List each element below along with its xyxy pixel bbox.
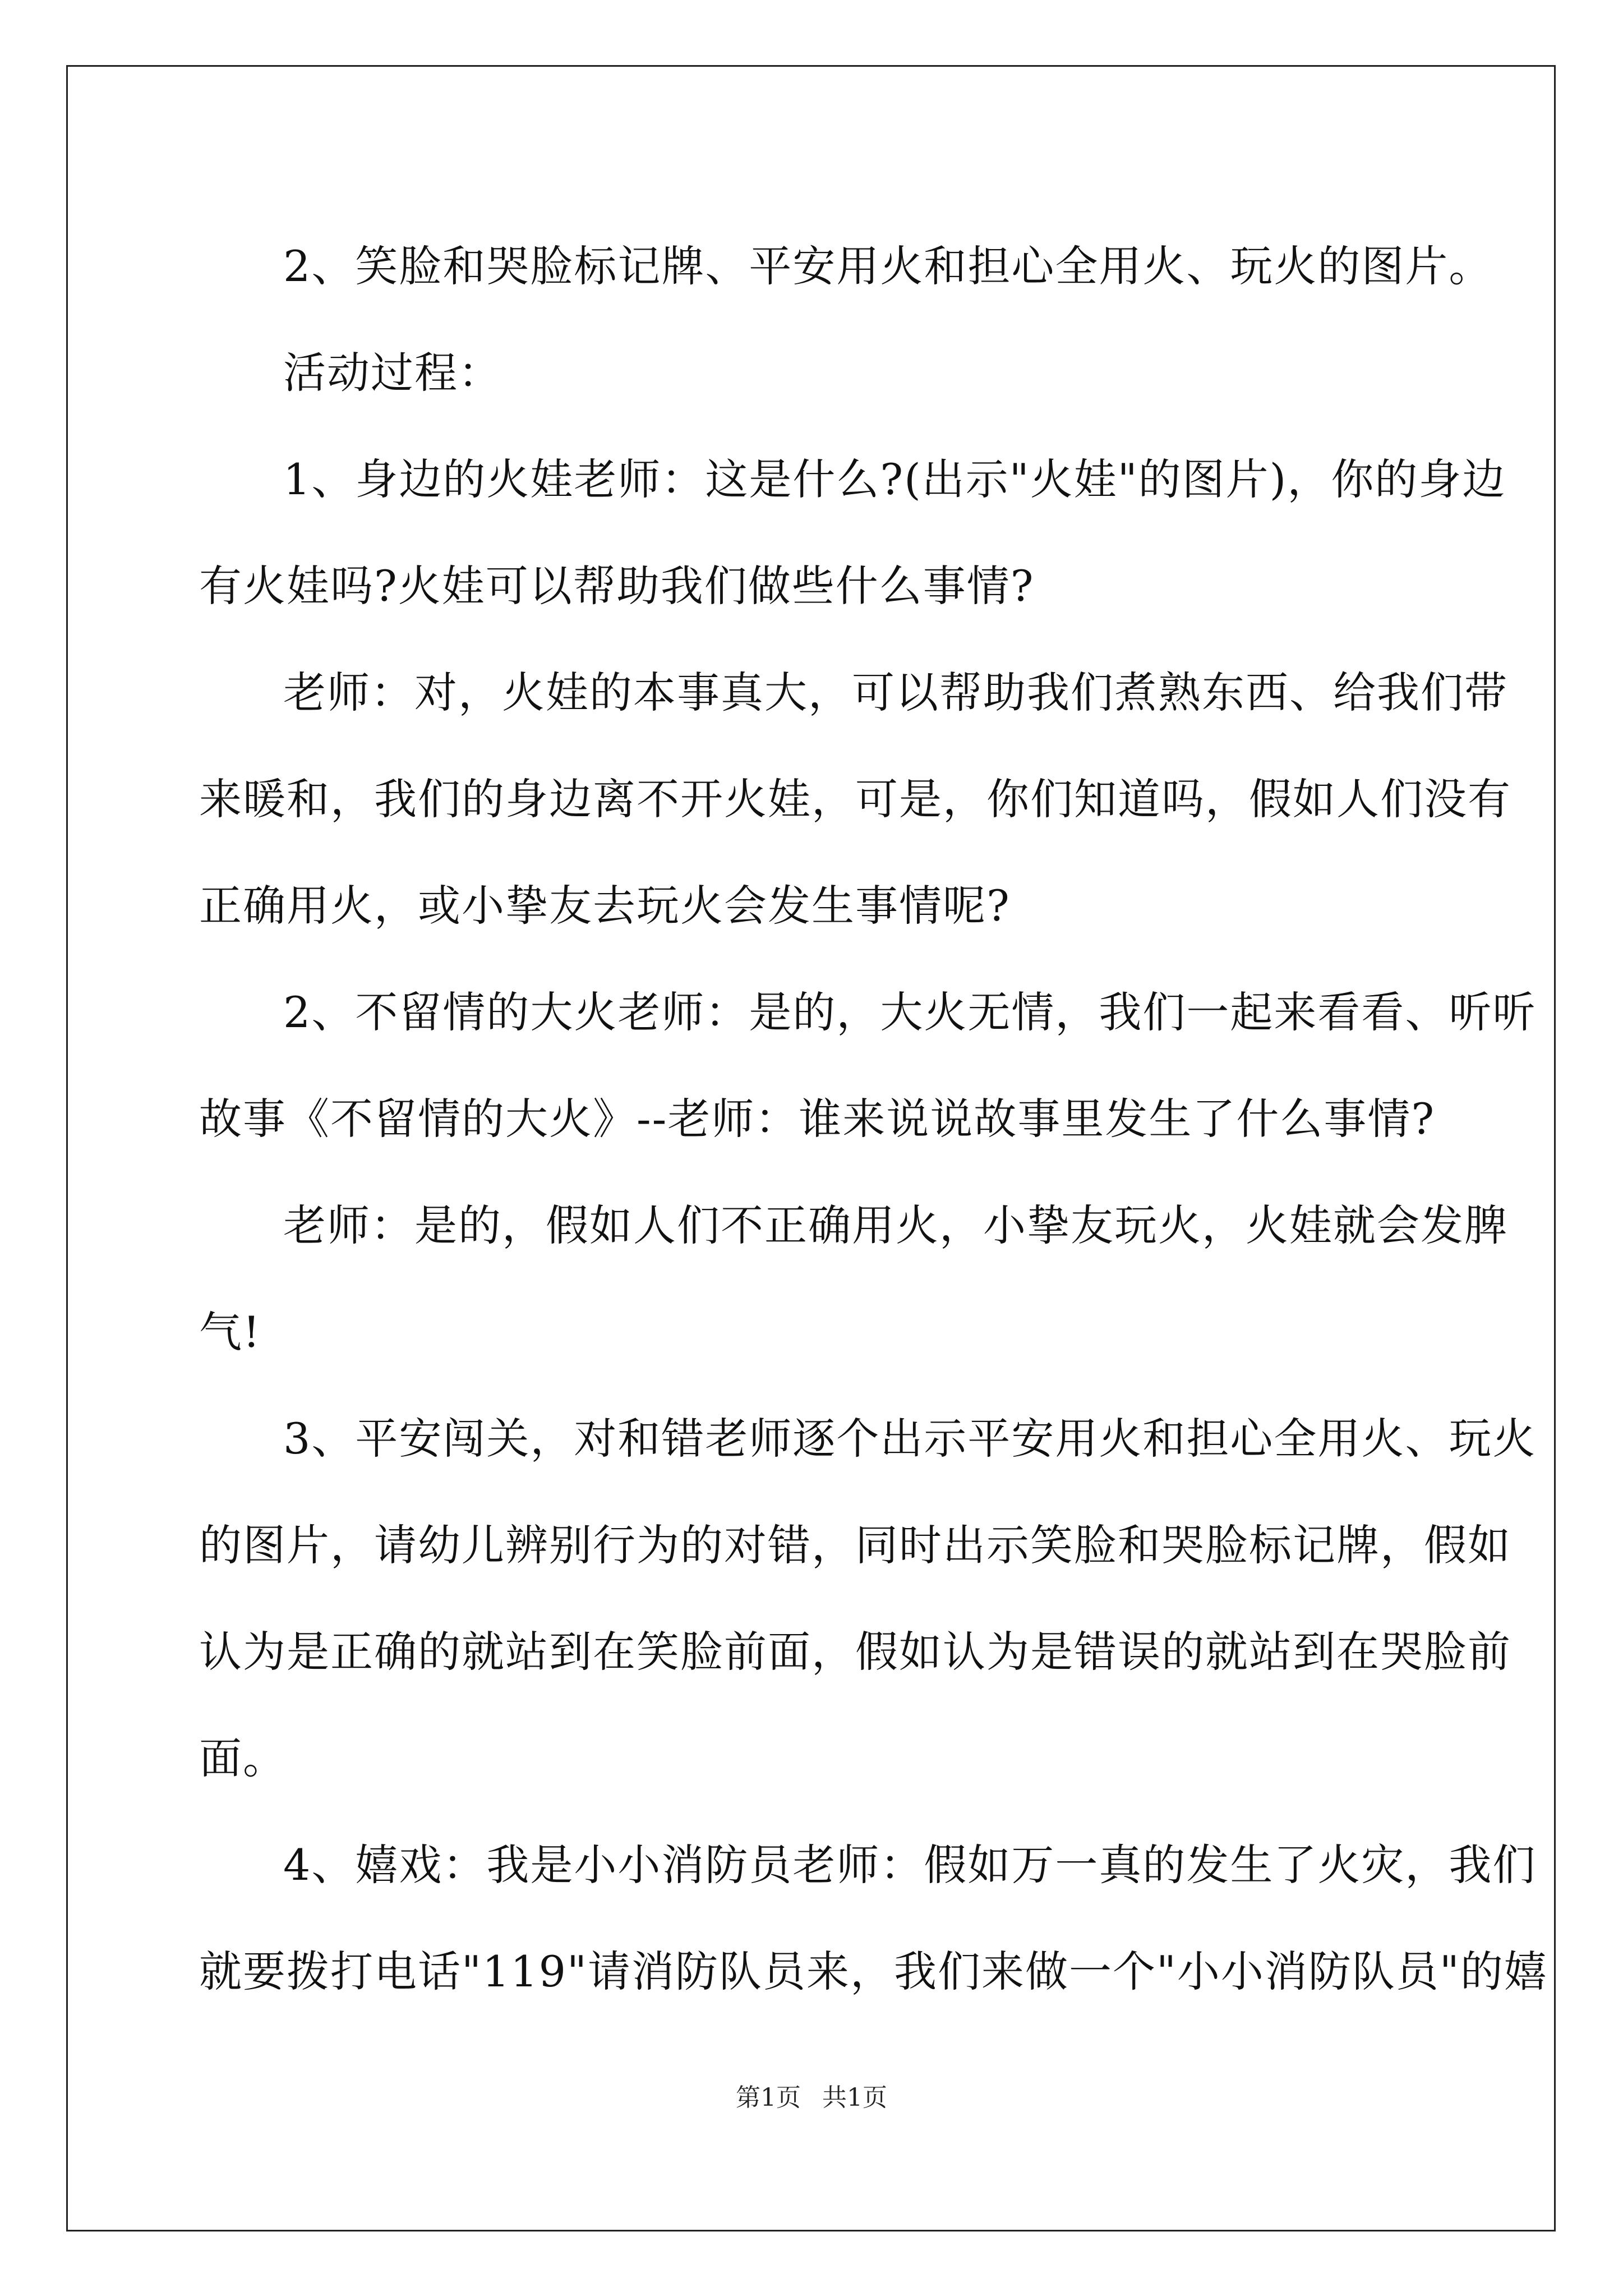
paragraph-line: 老师：是的，假如人们不正确用火，小挚友玩火，火娃就会发脾 (283, 1200, 1508, 1250)
paragraph-line: 认为是正确的就站到在笑脸前面，假如认为是错误的就站到在哭脸前 (199, 1627, 1511, 1677)
paragraph-line: 的图片，请幼儿辨别行为的对错，同时出示笑脸和哭脸标记牌，假如 (199, 1520, 1511, 1570)
page-footer (0, 2081, 1623, 2115)
paragraph-line: 来暖和，我们的身边离不开火娃，可是，你们知道吗，假如人们没有 (199, 774, 1511, 824)
paragraph-line: 2、不留情的大火老师：是的，大火无情，我们一起来看看、听听 (283, 987, 1537, 1037)
paragraph-line: 4、嬉戏：我是小小消防员老师：假如万一真的发生了火灾，我们 (283, 1840, 1537, 1890)
paragraph-line: 正确用火，或小挚友去玩火会发生事情呢? (199, 881, 1011, 931)
paragraph-line: 有火娃吗?火娃可以帮助我们做些什么事情? (199, 561, 1035, 611)
page-number-current: 第1页 (736, 2083, 801, 2112)
page-number-total: 共1页 (822, 2083, 887, 2112)
paragraph-line: 故事《不留情的大火》--老师：谁来说说故事里发生了什么事情? (199, 1094, 1436, 1144)
paragraph-line: 老师：对，火娃的本事真大，可以帮助我们煮熟东西、给我们带 (283, 668, 1508, 717)
paragraph-line: 活动过程： (283, 348, 502, 398)
paragraph-line: 3、平安闯关，对和错老师逐个出示平安用火和担心全用火、玩火 (283, 1414, 1537, 1464)
paragraph-line: 面。 (199, 1733, 287, 1783)
paragraph-line: 就要拨打电话"119"请消防队员来，我们来做一个"小小消防队员"的嬉 (199, 1947, 1548, 1996)
paragraph-line: 2、笑脸和哭脸标记牌、平安用火和担心全用火、玩火的图片。 (283, 241, 1493, 291)
document-body (199, 213, 1548, 2025)
paragraph-line: 气! (199, 1307, 261, 1357)
paragraph-line: 1、身边的火娃老师：这是什么?(出示"火娃"的图片)，你的身边 (283, 454, 1506, 504)
